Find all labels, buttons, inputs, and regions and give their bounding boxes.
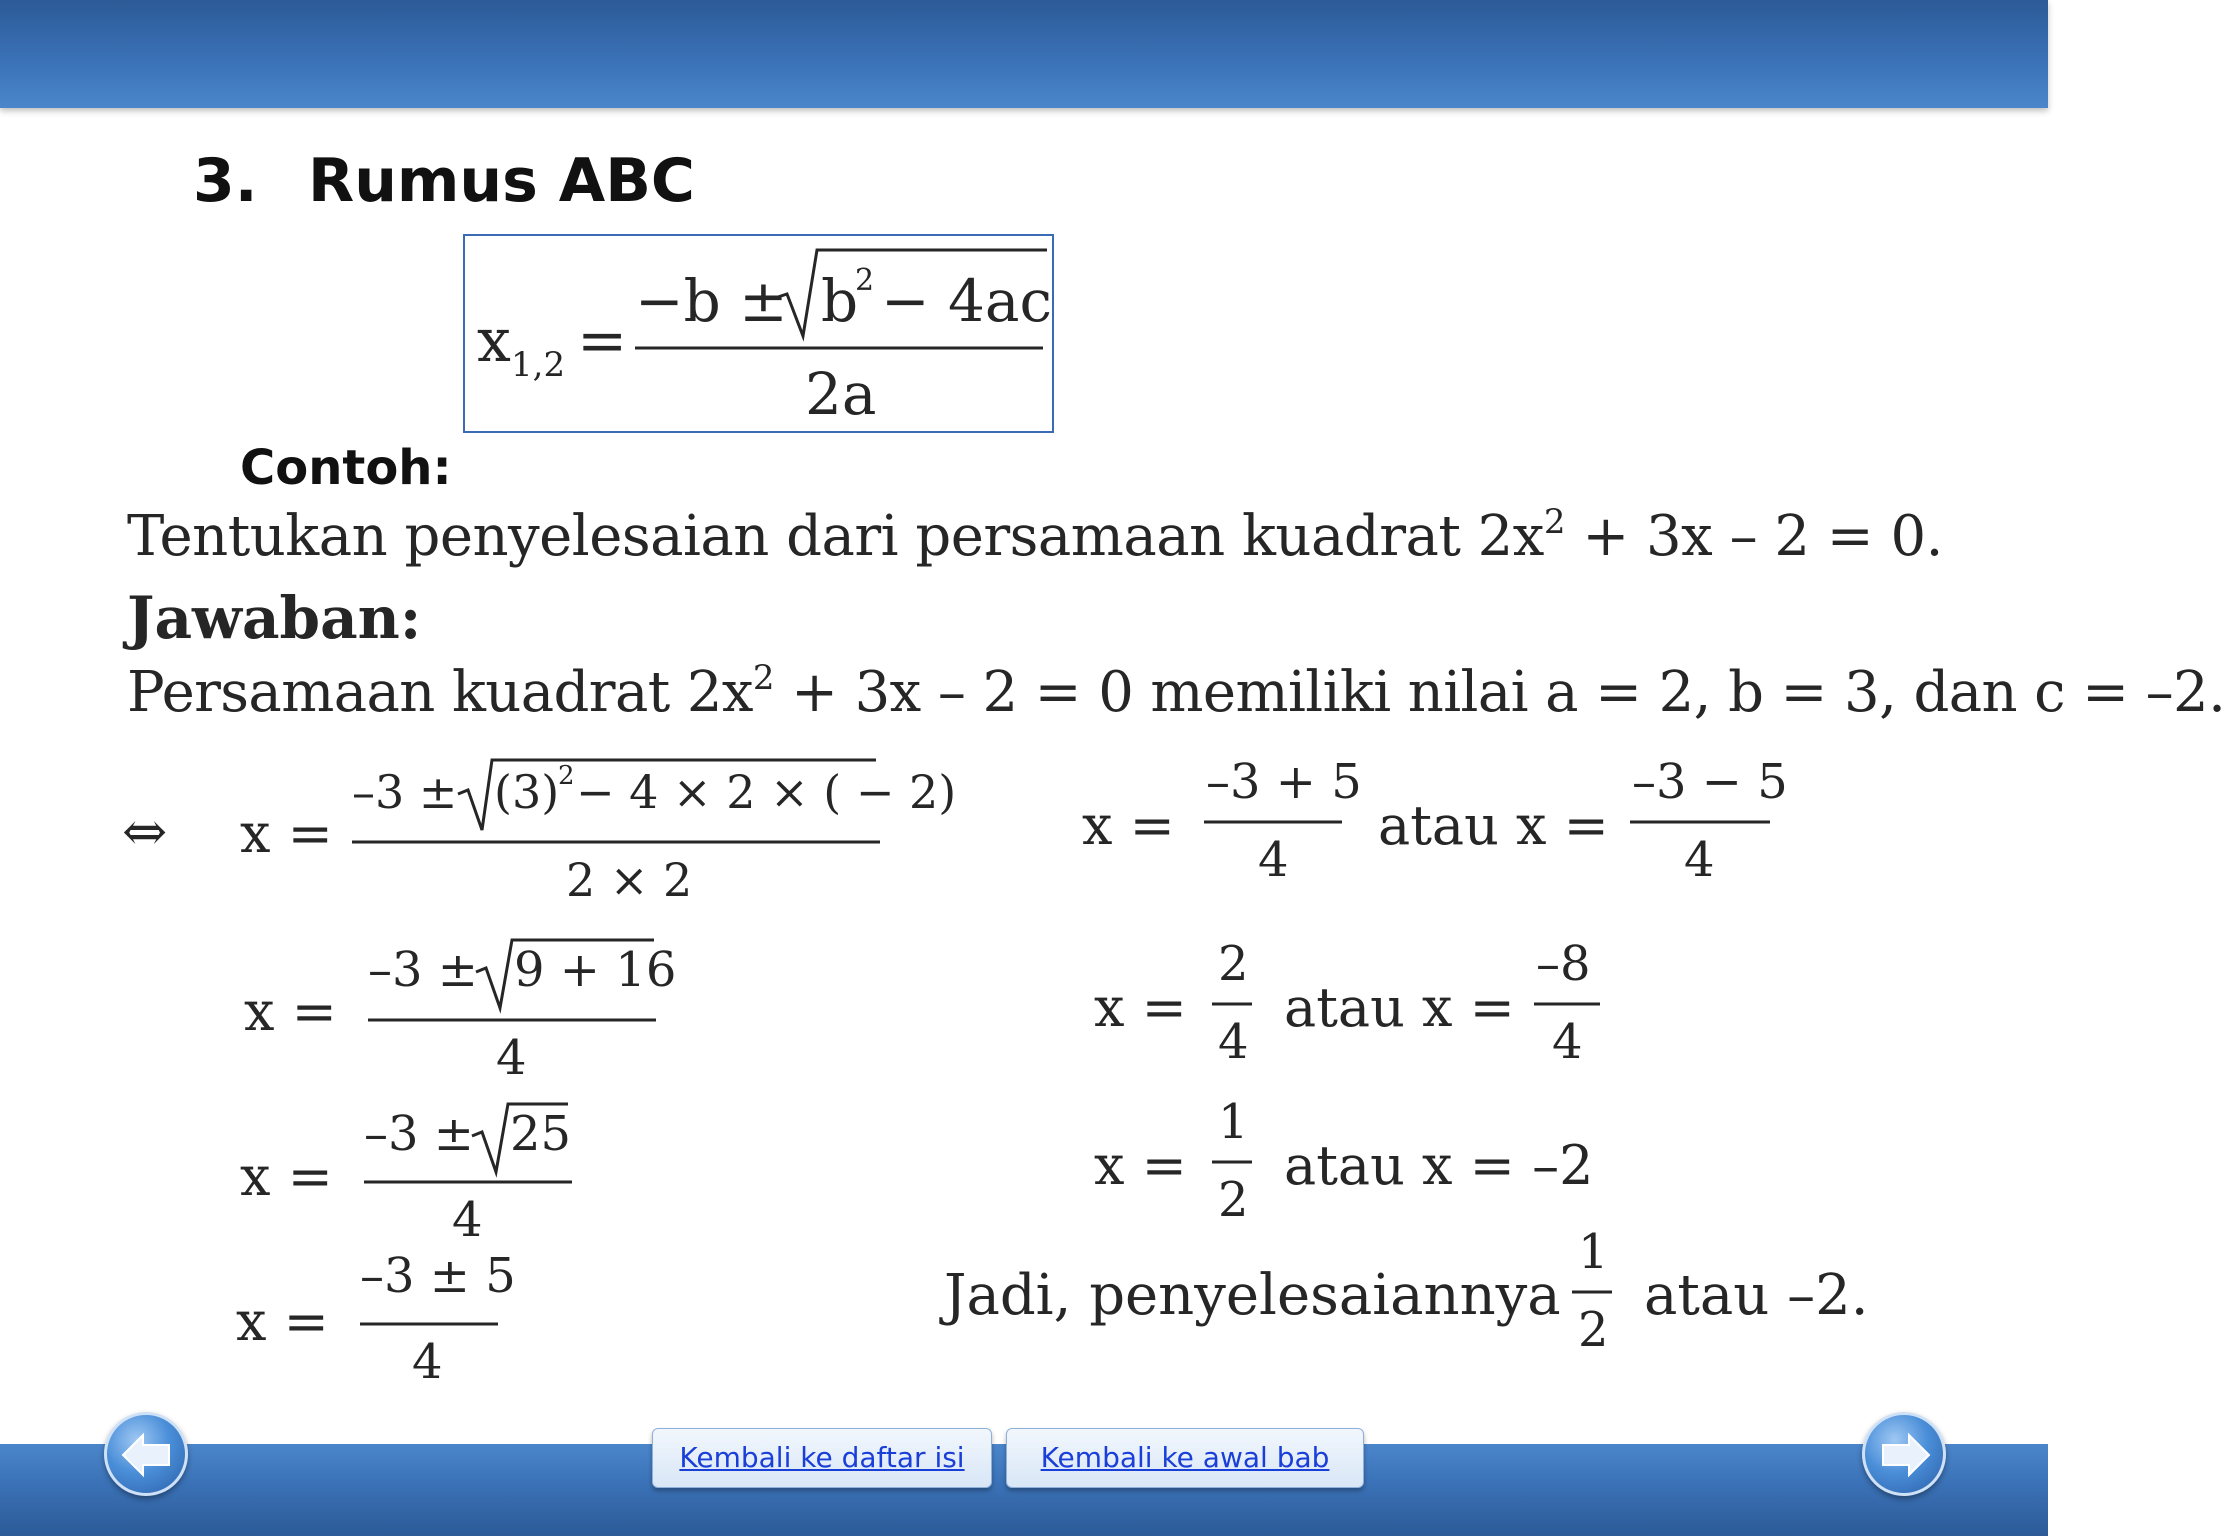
conclusion-text: Jadi, penyelesaiannya <box>944 1263 1561 1328</box>
right1-atau: atau x = <box>1378 794 1609 857</box>
right3-atau: atau x = –2 <box>1284 1134 1594 1197</box>
step1-radicand: (3) <box>494 765 560 819</box>
section-heading <box>193 146 695 216</box>
right2-lhs: x = <box>1094 976 1187 1039</box>
section-number: 3. <box>193 146 258 216</box>
right2-num2: –8 <box>1536 936 1591 992</box>
step2-num-prefix: –3 ± <box>368 942 479 998</box>
quadratic-formula <box>465 236 1056 435</box>
formula-radicand-base: b <box>821 267 859 335</box>
step3-num-prefix: –3 ± <box>364 1106 475 1162</box>
step1-radicand-rest: − 4 × 2 × ( − 2) <box>576 765 957 819</box>
next-slide-button[interactable] <box>1862 1412 1946 1496</box>
step3-denominator: 4 <box>452 1192 483 1248</box>
header-bar <box>0 0 2048 108</box>
step3-radicand: 25 <box>510 1106 572 1162</box>
right1-den1: 4 <box>1258 832 1289 888</box>
arrow-right-icon <box>1879 1431 1931 1479</box>
conclusion-num: 1 <box>1578 1224 1609 1280</box>
formula-lhs-var: x <box>477 306 511 376</box>
formula-radicand-rest: − 4ac <box>881 267 1052 335</box>
step2-radicand: 9 + 16 <box>514 942 677 998</box>
formula-radicand-exp: 2 <box>855 263 875 298</box>
step4-denominator: 4 <box>412 1334 443 1390</box>
conclusion-den: 2 <box>1578 1302 1609 1358</box>
right3-num1: 1 <box>1218 1094 1249 1150</box>
step2-denominator: 4 <box>496 1030 527 1086</box>
step1-num-prefix: –3 ± <box>352 765 458 819</box>
right2-den2: 4 <box>1552 1014 1583 1070</box>
section-title: Rumus ABC <box>308 146 695 216</box>
quadratic-formula-box <box>463 234 1054 433</box>
step1-radicand-exp: 2 <box>558 761 575 791</box>
right2-den1: 4 <box>1218 1014 1249 1070</box>
back-to-table-of-contents-link[interactable]: Kembali ke daftar isi <box>652 1428 992 1488</box>
given-values-text: Persamaan kuadrat $2x^2 + 3x - 2 = 0$ memiliki nilai a = 2, b = 3, dan c = –2. <box>127 658 2225 725</box>
question-text: Tentukan penyelesaian dari persamaan kuadrat $2x^2 + 3x - 2 = 0$. <box>127 502 1943 569</box>
right1-num2: –3 − 5 <box>1632 754 1788 810</box>
solution-steps-left <box>120 740 957 1400</box>
step3-lhs: x = <box>240 1145 333 1208</box>
step1-denominator: 2 × 2 <box>566 853 693 907</box>
right1-num1: –3 + 5 <box>1206 754 1362 810</box>
right1-lhs: x = <box>1082 794 1175 857</box>
step2-lhs: x = <box>244 980 337 1043</box>
step4-lhs: x = <box>236 1290 329 1353</box>
right2-atau: atau x = <box>1284 976 1515 1039</box>
step4-numerator: –3 ± 5 <box>360 1248 516 1304</box>
equivalence-arrow: ⇔ <box>122 800 168 863</box>
answer-label: Jawaban: <box>127 584 422 652</box>
back-to-chapter-start-link[interactable]: Kembali ke awal bab <box>1006 1428 1364 1488</box>
previous-slide-button[interactable] <box>104 1412 188 1496</box>
step1-lhs: x = <box>240 802 333 865</box>
right3-lhs: x = <box>1094 1134 1187 1197</box>
conclusion-rest: atau –2. <box>1644 1263 1869 1328</box>
example-label: Contoh: <box>240 440 452 496</box>
formula-numerator-prefix: −b ± <box>635 267 788 335</box>
right3-den1: 2 <box>1218 1172 1249 1228</box>
solution-steps-right <box>940 740 1990 1400</box>
formula-equals: = <box>577 306 628 376</box>
right1-den2: 4 <box>1684 832 1715 888</box>
formula-lhs-sub: 1,2 <box>511 345 566 385</box>
formula-denominator: 2a <box>805 360 877 428</box>
arrow-left-icon <box>121 1431 173 1479</box>
right2-num1: 2 <box>1218 936 1249 992</box>
